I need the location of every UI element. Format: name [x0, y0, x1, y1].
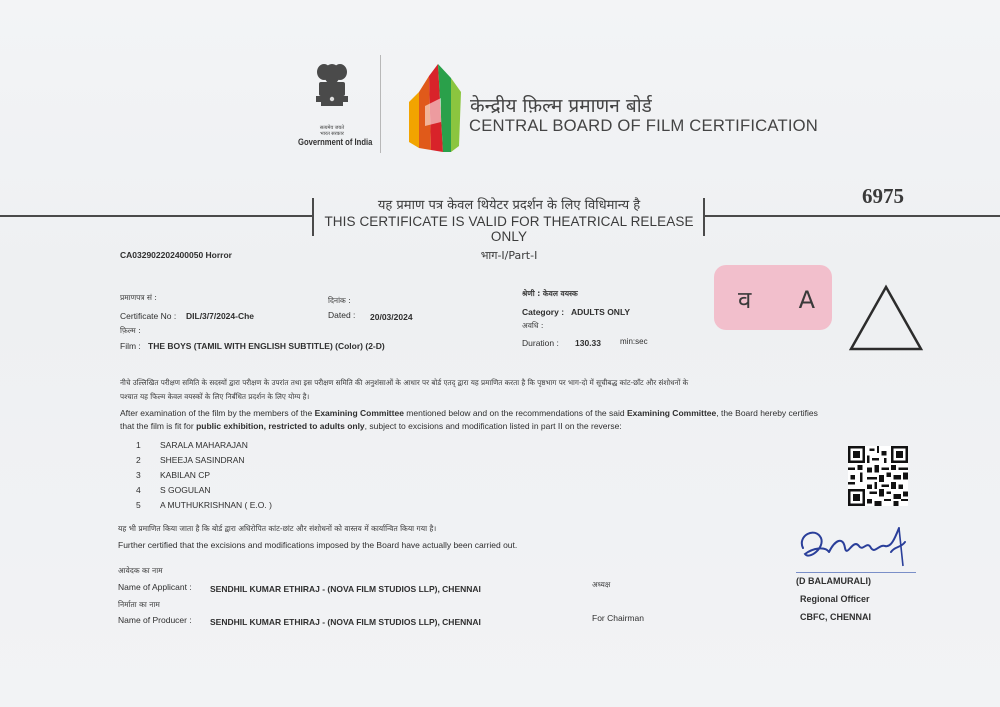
- para-text: , the Board hereby certifies: [716, 408, 818, 418]
- duration-hindi: अवधि :: [522, 321, 544, 330]
- banner-english: THIS CERTIFICATE IS VALID FOR THEATRICAL RELEASE ONLY: [324, 214, 694, 244]
- validity-banner: [318, 195, 700, 263]
- emblem-hindi: भारत सरकार: [320, 131, 344, 137]
- committee-name: S GOGULAN: [160, 485, 211, 495]
- gov-emblem: [292, 62, 372, 157]
- qr-code-icon: [848, 446, 908, 506]
- committee-name: SARALA MAHARAJAN: [160, 440, 248, 450]
- date-value: 20/03/2024: [370, 312, 413, 322]
- duration-label: Duration :: [522, 338, 559, 348]
- rule-left: [0, 215, 313, 217]
- english-paragraph-line1: [120, 408, 818, 418]
- reference-code: CA032902202400050 Horror: [120, 250, 232, 260]
- officer-name: (D BALAMURALI): [796, 576, 871, 586]
- committee-row: [136, 455, 272, 470]
- banner-hindi: यह प्रमाण पत्र केवल थियेटर प्रदर्शन के लिए विधिमान्य है: [377, 198, 641, 213]
- committee-name: A MUTHUKRISHNAN ( E.O. ): [160, 500, 272, 510]
- para-text: , subject to excisions and modification listed in part II on the reverse:: [364, 421, 622, 431]
- committee-row: [136, 440, 272, 455]
- rule-right-tick: [703, 198, 705, 236]
- para-bold: public exhibition, restricted to adults only: [196, 421, 365, 431]
- para-bold: Examining Committee: [314, 408, 404, 418]
- category-value: ADULTS ONLY: [571, 307, 631, 317]
- producer-value: SENDHIL KUMAR ETHIRAJ - (NOVA FILM STUDIOS LLP), CHENNAI: [210, 617, 481, 627]
- duration-unit: min:sec: [620, 337, 648, 346]
- para-text: After examination of the film by the members of the: [120, 408, 315, 418]
- date-label: Dated :: [328, 310, 356, 320]
- board-name-hindi: केन्द्रीय फ़िल्म प्रमाणन बोर्ड: [470, 95, 652, 117]
- emblem-motto: सत्यमेव जयते: [319, 125, 345, 131]
- para-text: mentioned below and on the recommendations of the said: [403, 408, 627, 418]
- duration-value: 130.33: [575, 338, 601, 348]
- producer-label: Name of Producer :: [118, 615, 192, 625]
- committee-num: 4: [136, 485, 141, 495]
- hindi-paragraph-line2: पश्चात यह फिल्म केवल वयस्कों के लिए निर्बंधित प्रदर्शन के लिए योग्य है।: [120, 392, 310, 401]
- signature-line: [796, 572, 916, 573]
- category-hindi: श्रेणी : केवल वयस्क: [522, 289, 578, 298]
- committee-row: [136, 470, 272, 485]
- cbfc-logo-icon: [405, 62, 463, 154]
- committee-row: [136, 500, 272, 515]
- further-hindi: यह भी प्रमाणित किया जाता है कि बोर्ड द्वारा अधिरोपित कांट-छांट और संशोधनों को वास्तव में कार्यान्वित किया गया है।: [118, 524, 437, 533]
- cert-no-label: Certificate No :: [120, 311, 177, 321]
- chair-english: For Chairman: [592, 613, 644, 623]
- committee-name: KABILAN CP: [160, 470, 211, 480]
- film-hindi: फ़िल्म :: [120, 326, 141, 335]
- header-divider: [380, 55, 381, 153]
- committee-row: [136, 485, 272, 500]
- banner-part: भाग-I/Part-I: [480, 249, 538, 262]
- english-paragraph-line2: [120, 421, 622, 431]
- further-english: Further certified that the excisions and modifications imposed by the Board have actually been carried out.: [118, 540, 518, 550]
- board-name-english: CENTRAL BOARD OF FILM CERTIFICATION: [469, 116, 819, 135]
- cert-no-value: DIL/3/7/2024-Che: [186, 311, 255, 321]
- category-label: Category :: [522, 307, 565, 317]
- applicant-hindi: आवेदक का नाम: [118, 566, 163, 575]
- rule-left-tick: [312, 198, 314, 236]
- gov-label: Government of India: [298, 137, 373, 147]
- triangle-icon: [848, 283, 924, 353]
- applicant-value: SENDHIL KUMAR ETHIRAJ - (NOVA FILM STUDIOS LLP), CHENNAI: [210, 584, 481, 594]
- officer-office: CBFC, CHENNAI: [800, 612, 871, 622]
- committee-num: 2: [136, 455, 141, 465]
- signature-icon: [795, 518, 915, 573]
- applicant-label: Name of Applicant :: [118, 582, 192, 592]
- chair-hindi: अध्यक्ष: [592, 580, 611, 589]
- officer-title: Regional Officer: [800, 594, 870, 604]
- rating-letters: [738, 283, 815, 316]
- film-value: THE BOYS (TAMIL WITH ENGLISH SUBTITLE) (Color) (2-D): [148, 341, 385, 351]
- ashoka-emblem-icon: [312, 62, 352, 120]
- committee-num: 5: [136, 500, 141, 510]
- para-bold: Examining Committee: [626, 408, 717, 418]
- rating-english-letter: A: [798, 286, 816, 314]
- hindi-paragraph-line1: नीचे उल्लिखित परीक्षण समिति के सदस्यों द्वारा परीक्षण के उपरांत तथा इस परीक्षण समिति की अनुशंसाओं के आधार पर बोर्ड एतद् द्वारा यह प्रमाणित करता है कि पृष्ठभाग पर भाग-दो में सूचीबद्ध कांट-छाँट और संशोधनों के: [120, 378, 689, 387]
- date-hindi: दिनांक :: [328, 296, 351, 305]
- film-label: Film :: [120, 341, 141, 351]
- rule-right: [705, 215, 1000, 217]
- committee-num: 1: [136, 440, 141, 450]
- committee-name: SHEEJA SASINDRAN: [160, 455, 245, 465]
- serial-number: 6975: [862, 184, 904, 208]
- producer-hindi: निर्माता का नाम: [118, 600, 160, 609]
- para-text: that the film is fit for: [120, 421, 197, 431]
- committee-num: 3: [136, 470, 141, 480]
- cert-no-hindi: प्रमाणपत्र सं :: [120, 293, 157, 302]
- committee-list: [136, 440, 272, 515]
- rating-hindi-letter: व: [738, 286, 752, 314]
